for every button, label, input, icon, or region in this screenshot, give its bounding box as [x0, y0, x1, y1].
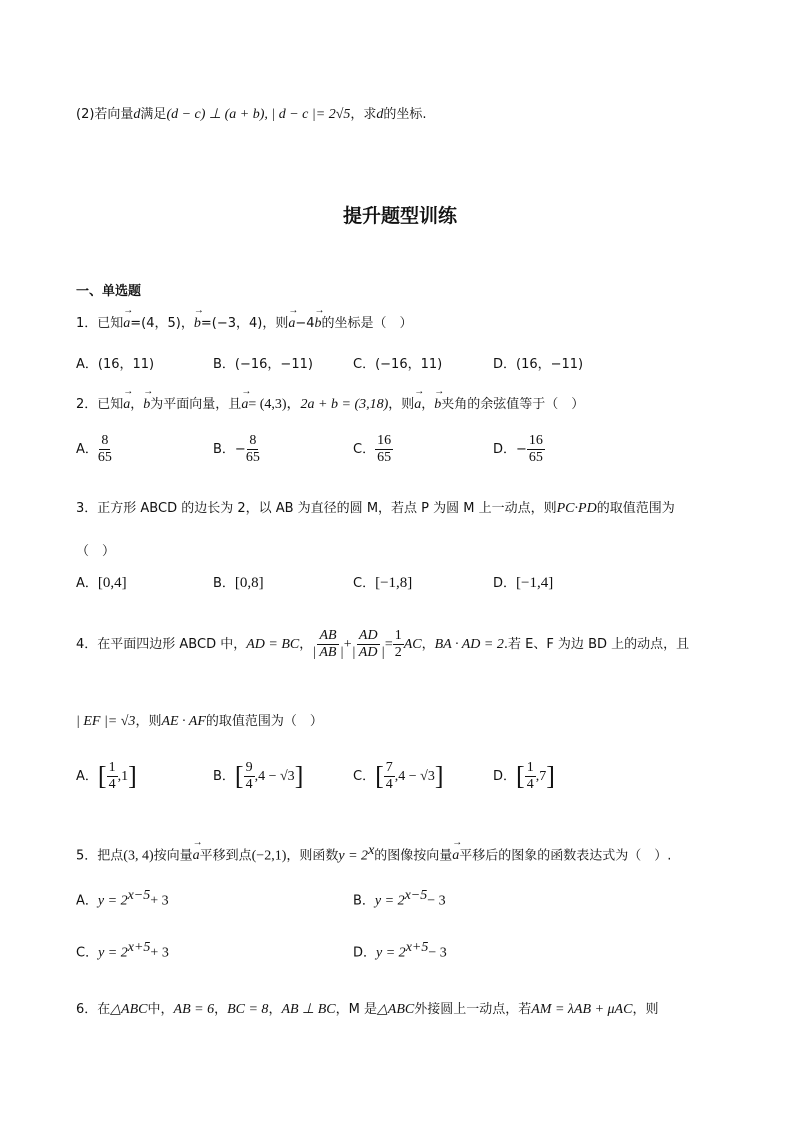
q4-option-d[interactable] — [493, 760, 555, 793]
option-label: B． — [353, 893, 375, 909]
option-label: B． — [213, 769, 235, 784]
q6-bc: BC = 8 — [227, 1002, 269, 1017]
option-rest: ,7 — [535, 769, 547, 784]
vec-b: → b — [143, 397, 150, 413]
option-value: [0,4] — [97, 575, 127, 591]
vec-a-3: → a — [414, 397, 421, 413]
numerator: 7 — [385, 760, 393, 775]
q4-eq1: AD = BC — [246, 637, 300, 652]
q6-stem-end: ，则 — [632, 1002, 659, 1017]
q3-stem-text: 3．正方形 ABCD 的边长为 2，以 AB 为直径的圆 M，若点 P 为圆 M 上一动点，则 — [76, 501, 557, 516]
q1-stem-end: 的坐标是（ ） — [321, 316, 413, 331]
q2-option-a[interactable] — [76, 433, 112, 466]
q2-stem-a: 2．已知 — [76, 397, 124, 412]
numerator: AD — [358, 628, 378, 643]
q3-expr: PC·PD — [556, 501, 597, 516]
q2-stem-c: ，则 — [388, 397, 415, 412]
option-label: D． — [493, 769, 517, 784]
q4-stem-2 — [76, 710, 323, 730]
option-value: [−1,4] — [516, 575, 554, 591]
q6-ab: AB = 6 — [173, 1002, 215, 1017]
option-value: [−1,8] — [375, 575, 413, 591]
q5-stem — [76, 843, 671, 864]
left-bracket: [ — [234, 761, 244, 791]
q1-stem — [76, 312, 413, 332]
option-label: D． — [493, 442, 517, 457]
numerator: 8 — [101, 433, 109, 448]
q4-frac2 — [352, 628, 385, 661]
q6-triangle: △ABC — [110, 1002, 148, 1017]
q5-stem-e: 的图像按向量 — [374, 848, 453, 864]
option-label: A． — [76, 576, 98, 591]
section-heading: 一、单选题 — [76, 284, 142, 299]
q4-stem-a: 4．在平面四边形 ABCD 中， — [76, 637, 247, 652]
vec-a-2: → a — [288, 316, 295, 332]
option-tail: + 3 — [150, 893, 169, 909]
vec-a-2: → a — [241, 397, 248, 413]
numerator: 8 — [249, 433, 257, 448]
right-bracket: ] — [128, 761, 137, 791]
q3-option-b[interactable] — [213, 572, 264, 592]
q2-sum: 2a + b = (3,18) — [300, 397, 389, 412]
q2-option-d[interactable] — [493, 433, 545, 466]
denominator: | AB | — [312, 645, 344, 660]
option-base: y = 2 — [374, 893, 405, 909]
q4-stem: 4．在平面四边形 ABCD 中，AD = BC， $\frac{AB}{| AB |}$ + $\frac{AD}{| AD |}$ = $\frac{1}{2}$ AC，BA · AD = 2.若 E、F 为边 BD 上的动点，且 — [76, 628, 690, 660]
q6-expr: AM = λAB + μAC — [531, 1002, 633, 1017]
prev-tail-end: 的坐标. — [383, 107, 427, 122]
denominator: 4 — [245, 777, 253, 792]
option-tail: − 3 — [427, 893, 446, 909]
option-value: [0,8] — [234, 575, 264, 591]
q4-stem-end: 的取值范围为（ ） — [205, 714, 323, 729]
numerator: 9 — [245, 760, 253, 775]
q5-stem-end: 平移后的图象的函数表达式为（ ）. — [459, 848, 672, 864]
option-exp: x−5 — [404, 888, 428, 903]
vec-b-2: → b — [434, 397, 441, 413]
denominator: 65 — [97, 450, 112, 465]
q1-a-value: =(4，5)， — [130, 316, 194, 331]
q5-stem-b: 按向量 — [153, 848, 193, 864]
option-label: C． — [353, 442, 376, 457]
q1-option-b[interactable]: B．(−16，−11) — [213, 357, 313, 372]
left-bracket: [ — [516, 761, 525, 791]
denominator: 4 — [385, 777, 393, 792]
option-tail: − 3 — [428, 945, 447, 961]
left-bracket: [ — [97, 761, 107, 791]
q2-stem-b: 为平面向量，且 — [150, 397, 242, 412]
q4-option-b[interactable] — [213, 760, 303, 793]
option-label: B． — [213, 576, 235, 591]
fraction — [244, 760, 255, 793]
prev-question-line — [76, 103, 427, 123]
q1-b-value: =(−3，4)，则 — [200, 316, 289, 331]
fraction — [246, 433, 260, 466]
q1-stem-a: 1．已知 — [76, 316, 124, 331]
q3-stem-end: 的取值范围为 — [596, 501, 675, 516]
vec-a: → a — [123, 316, 130, 332]
q6-stem-c: ，M 是 — [335, 1002, 378, 1017]
prev-part-label: (2)若向量 — [76, 107, 134, 122]
q1-expr: −4 — [295, 316, 315, 331]
option-rest: ,1 — [117, 769, 129, 784]
prev-tail-text: ，求 — [350, 107, 377, 122]
q6-stem-a: 6．在 — [76, 1002, 111, 1017]
fraction — [527, 433, 545, 466]
q5-point2: (−2,1) — [251, 848, 287, 864]
option-label: B． — [213, 442, 235, 457]
option-label: C． — [353, 769, 376, 784]
option-label: A． — [76, 442, 98, 457]
denominator: 65 — [528, 450, 543, 465]
q5-stem-d: ，则函数 — [286, 848, 339, 864]
q4-frac1 — [312, 628, 344, 661]
q1-option-d[interactable]: D．(16，−11) — [493, 357, 584, 372]
option-exp: x+5 — [127, 940, 151, 955]
q4-half — [393, 628, 404, 661]
option-label: D． — [493, 576, 517, 591]
q2-stem: 2．已知→ a，→ b为平面向量，且→ a= (4,3)，2a + b = (3,18)，则→ a，→ b夹角的余弦值等于（ ） — [76, 393, 584, 413]
q3-option-d[interactable] — [493, 572, 553, 592]
numerator: 1 — [526, 760, 534, 775]
q6-stem-d: 外接圆上一动点，若 — [414, 1002, 532, 1017]
q1-option-c[interactable]: C．(−16，11) — [353, 357, 443, 372]
q2-stem-end: 夹角的余弦值等于（ ） — [441, 397, 585, 412]
q4-stem-b: .若 E、F 为边 BD 上的动点，且 — [503, 637, 690, 652]
q4-ac: AC — [403, 637, 422, 652]
q2-option-b[interactable] — [213, 433, 260, 466]
option-label: A． — [76, 769, 98, 784]
option-sign: − — [516, 442, 527, 457]
q5-option-a[interactable] — [76, 888, 169, 909]
vec-a: → a — [123, 397, 130, 413]
right-bracket: ] — [294, 761, 304, 791]
numerator: AB — [319, 628, 337, 643]
q5-point1: (3, 4) — [123, 848, 154, 864]
q5-option-b[interactable] — [353, 888, 446, 909]
q5-func-exp: x — [368, 843, 375, 858]
q5-stem-a: 5．把点 — [76, 848, 124, 864]
page-title: 提升题型训练 — [342, 205, 457, 227]
prev-condition: (d − c) ⊥ (a + b), | d − c |= 2√5 — [166, 107, 351, 122]
vec-a: → a — [193, 848, 200, 864]
q5-option-d[interactable] — [353, 940, 447, 961]
q6-stem: 6．在△ABC中，AB = 6，BC = 8，AB ⊥ BC，M 是△ABC外接圆上一动点，若AM = λAB + μAC，则 — [76, 1002, 659, 1017]
option-label: C． — [353, 576, 376, 591]
option-rest: ,4 − √3 — [394, 769, 435, 784]
option-base: y = 2 — [98, 945, 128, 961]
option-exp: x−5 — [127, 888, 151, 903]
fraction — [384, 760, 395, 793]
q4-option-a[interactable] — [76, 760, 137, 793]
option-base: y = 2 — [376, 945, 406, 961]
q4-comma: ， — [421, 637, 435, 652]
prev-mid-text: 满足 — [140, 107, 167, 122]
fraction — [107, 760, 118, 793]
q2-a-value: = (4,3)， — [248, 397, 301, 412]
q6-stem-b: 中， — [147, 1002, 174, 1017]
q5-option-c[interactable] — [76, 940, 169, 961]
vec-b-2: → b — [315, 316, 322, 332]
q4-plus: + — [343, 637, 352, 652]
q3-option-c[interactable] — [353, 572, 412, 592]
option-label: A． — [76, 893, 98, 909]
fraction — [525, 760, 536, 793]
q6-triangle-2: △ABC — [377, 1002, 415, 1017]
numerator: 1 — [108, 760, 116, 775]
q5-stem-c: 平移到点 — [199, 848, 252, 864]
option-sign: − — [234, 442, 246, 457]
var-d: d — [133, 107, 141, 122]
right-bracket: ] — [434, 761, 444, 791]
denominator: 65 — [245, 450, 260, 465]
option-base: y = 2 — [97, 893, 128, 909]
q4-ef: | EF |= √3 — [76, 714, 136, 729]
q4-expr: AE · AF — [161, 714, 206, 729]
option-label: C． — [76, 945, 99, 961]
numerator: 16 — [377, 433, 392, 448]
vec-a-2: → a — [452, 848, 459, 864]
q1-option-a[interactable]: A．(16，11) — [76, 357, 155, 372]
option-tail: + 3 — [150, 945, 169, 961]
q2-option-c[interactable] — [353, 433, 393, 466]
denominator: 2 — [394, 645, 402, 660]
left-bracket: [ — [375, 761, 384, 791]
q4-eq2: BA · AD = 2 — [434, 637, 504, 652]
fraction — [375, 433, 393, 466]
q3-stem — [76, 497, 675, 517]
numerator: 16 — [528, 433, 543, 448]
option-exp: x+5 — [405, 940, 429, 955]
denominator: 4 — [526, 777, 534, 792]
q4-eq: = — [384, 637, 393, 652]
right-bracket: ] — [546, 761, 555, 791]
denominator: 65 — [377, 450, 392, 465]
numerator: 1 — [394, 628, 402, 643]
q4-option-c[interactable] — [353, 760, 444, 793]
q5-func: y = 2 — [338, 848, 369, 864]
option-rest: ,4 − √3 — [254, 769, 295, 784]
option-label: D． — [353, 945, 377, 961]
denominator: | AD | — [351, 645, 385, 660]
q4-stem-c: ，则 — [135, 714, 162, 729]
q3-option-a[interactable] — [76, 572, 127, 592]
denominator: 4 — [108, 777, 116, 792]
fraction — [98, 433, 112, 466]
var-d-2: d — [376, 107, 384, 122]
q3-paren: （ ） — [76, 544, 116, 559]
vec-b: → b — [194, 316, 201, 332]
q6-perp: AB ⊥ BC — [281, 1002, 336, 1017]
